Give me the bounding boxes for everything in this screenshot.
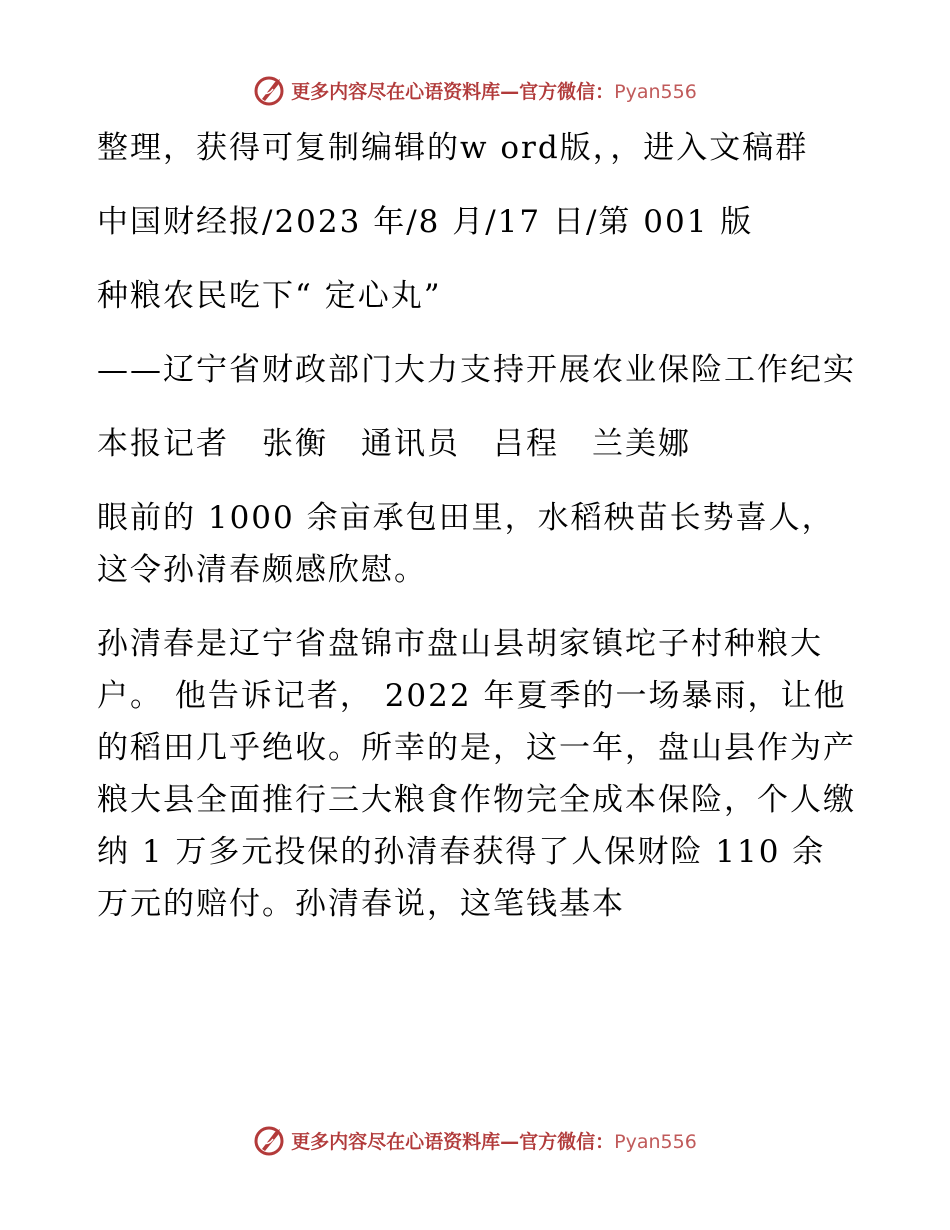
document-body — [97, 122, 857, 952]
paragraph-intro: 整理，获得可复制编辑的w ord版，，进入文稿群 — [97, 130, 809, 166]
footer-watermark-banner — [0, 1120, 950, 1160]
header-watermark-banner — [0, 70, 950, 110]
paragraph-body-2: 孙清春是辽宁省盘锦市盘山县胡家镇坨子村种粮大户。 他告诉记者， 2022 年夏季的一场暴雨，让他的稻田几乎绝收。所幸的是，这一年，盘山县作为产粮大县全面推行三大粮食作物完全成本保险，个人缴纳 1 万多元投保的孙清春获得了人保财险 110 余万元的赔付。孙清春说，这笔钱基本 — [97, 626, 856, 922]
brush-logo-icon — [253, 73, 287, 107]
article-byline: 本报记者 张衡 通讯员 吕程 兰美娜 — [97, 426, 691, 462]
article-title: 种粮农民吃下“ 定心丸” — [97, 278, 442, 314]
paragraph-body-1: 眼前的 1000 余亩承包田里，水稻秧苗长势喜人，这令孙清春颇感欣慰。 — [97, 500, 835, 588]
header-watermark-text — [291, 77, 697, 104]
article-subtitle: ——辽宁省财政部门大力支持开展农业保险工作纪实 — [97, 352, 856, 388]
watermark-wechat-id: Pyan556 — [614, 80, 697, 103]
footer-watermark-text — [291, 1127, 697, 1154]
watermark-label: 更多内容尽在心语资料库—官方微信： — [291, 1130, 615, 1153]
paragraph-source: 中国财经报/2023 年/8 月/17 日/第 001 版 — [97, 204, 754, 240]
brush-logo-icon — [253, 1123, 287, 1157]
watermark-label: 更多内容尽在心语资料库—官方微信： — [291, 80, 615, 103]
watermark-wechat-id: Pyan556 — [614, 1130, 697, 1153]
